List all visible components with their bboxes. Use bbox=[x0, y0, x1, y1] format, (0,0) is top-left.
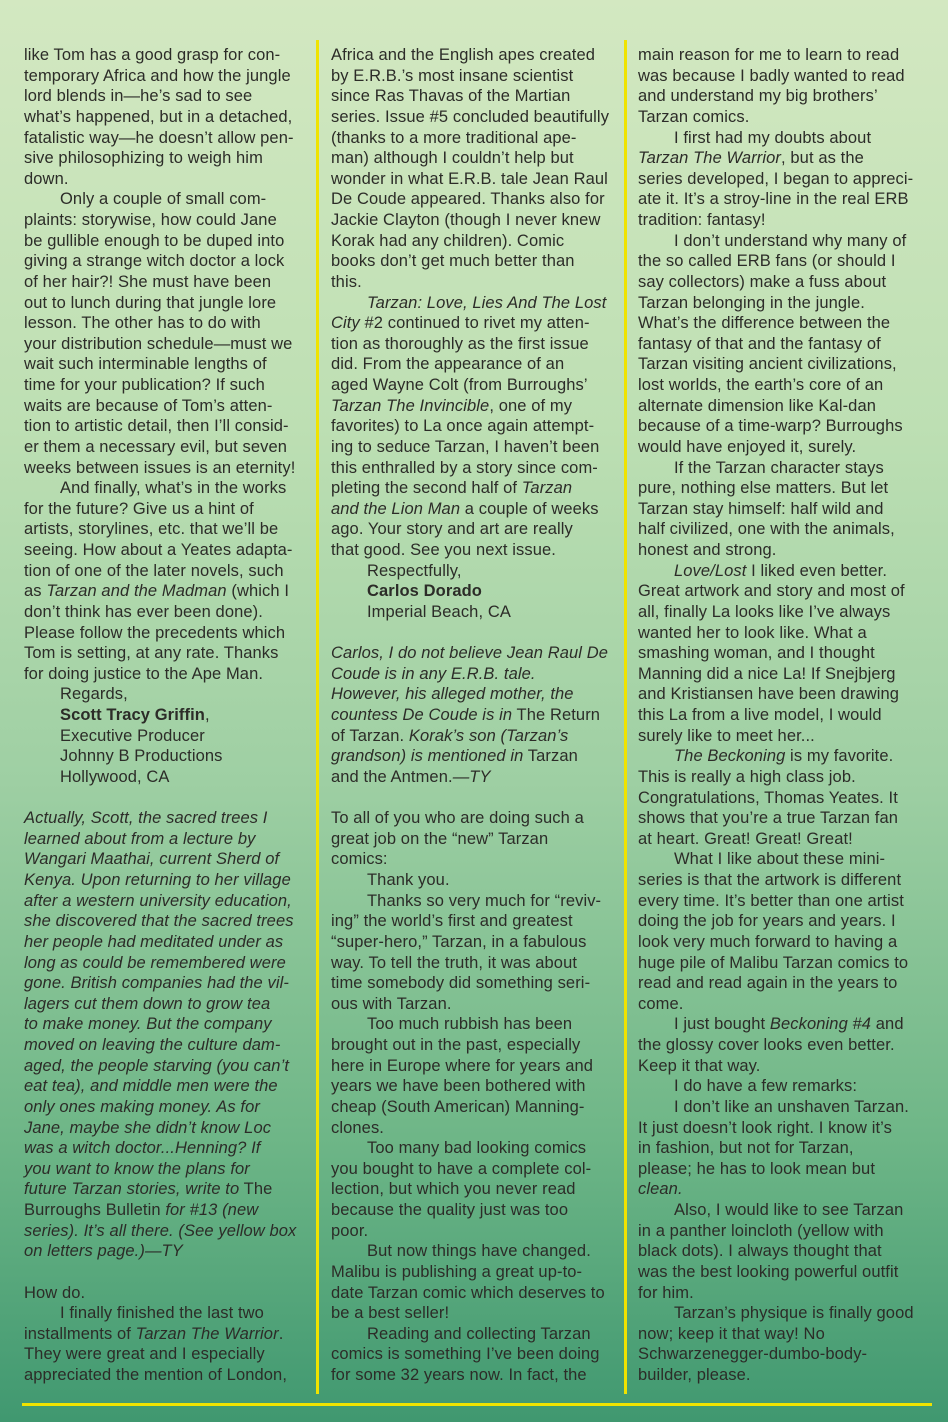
italic-text-line: gone. British companies had the vil- bbox=[24, 974, 289, 993]
blank-line bbox=[24, 1262, 314, 1283]
text-line: since Ras Thavas of the Martian bbox=[331, 87, 571, 106]
text-line: But now things have changed. bbox=[367, 1242, 591, 1261]
text-line: ago. Your story and art are really bbox=[331, 520, 573, 539]
italic-text: Love/Lost bbox=[674, 561, 747, 580]
text-line: lesson. The other has to do with bbox=[24, 314, 261, 333]
text-line: Reading and collecting Tarzan bbox=[367, 1324, 591, 1343]
text-line: I first had my doubts about bbox=[674, 128, 872, 147]
text-line: What I like about these mini- bbox=[674, 850, 886, 869]
text-line: clones. bbox=[331, 1118, 384, 1137]
bottom-rule bbox=[22, 1403, 932, 1406]
text-line: please; he has to look mean but bbox=[638, 1159, 876, 1178]
text-line: Please follow the precedents which bbox=[24, 623, 286, 642]
italic-text-line: Carlos, I do not believe Jean Raul De bbox=[331, 644, 609, 663]
text-line: way. To tell the truth, it was about bbox=[331, 953, 578, 972]
text-line: wait such interminable lengths of bbox=[24, 355, 267, 374]
text-line: Tarzan stay himself: half wild and bbox=[638, 499, 884, 518]
text-line: come. bbox=[638, 994, 684, 1013]
text-line: doing the job for years and years. I bbox=[638, 912, 896, 931]
text-segment: of Tarzan. bbox=[331, 726, 409, 745]
text-line: series. Issue #5 concluded beautifully bbox=[331, 107, 610, 126]
text-line: Jackie Clayton (though I never knew bbox=[331, 211, 601, 229]
text-line: did. From the appearance of an bbox=[331, 355, 565, 374]
italic-text-line: learned about from a lecture by bbox=[24, 829, 256, 848]
text-line: Malibu is publishing a great up-to- bbox=[331, 1262, 583, 1281]
text-line: your distribution schedule—must we bbox=[24, 334, 293, 353]
text-line: De Coude appeared. Thanks also for bbox=[331, 190, 605, 209]
text-line bbox=[24, 1324, 314, 1345]
blank-line bbox=[331, 623, 621, 644]
text-line: giving a strange witch doctor a lock bbox=[24, 252, 285, 271]
text-line: was the best looking powerful outfit bbox=[638, 1262, 899, 1281]
italic-text-line: Actually, Scott, the sacred trees I bbox=[24, 809, 268, 828]
text-line: Tarzan visiting ancient civilizations, bbox=[638, 355, 897, 374]
text-line: Executive Producer bbox=[60, 726, 205, 745]
text-line: Respectfully, bbox=[367, 561, 462, 580]
text-line: cheap (South American) Manning- bbox=[331, 1097, 585, 1116]
text-line: black dots). I always thought that bbox=[638, 1242, 882, 1261]
signer-name: Scott Tracy Griffin bbox=[60, 706, 205, 724]
blank-line bbox=[331, 788, 621, 809]
text-line: read and read again in the years to bbox=[638, 974, 898, 993]
text-line: smashing woman, and I thought bbox=[638, 644, 875, 663]
text-line: like Tom has a good grasp for con- bbox=[24, 46, 281, 64]
italic-text-line: to make money. But the company bbox=[24, 1015, 272, 1034]
text-segment: The Return bbox=[512, 706, 601, 724]
italic-text: future Tarzan stories, write to bbox=[24, 1180, 240, 1199]
text-line: all, finally La looks like I’ve always bbox=[638, 602, 891, 621]
italic-text-line: eat tea), and middle men were the bbox=[24, 1077, 278, 1096]
text-line: And finally, what’s in the works bbox=[60, 479, 287, 498]
italic-text: for #13 (new bbox=[160, 1201, 259, 1219]
text-line: the so called ERB fans (or should I bbox=[638, 252, 896, 271]
text-segment: Tarzan bbox=[523, 747, 578, 766]
text-line: say collectors) make a fuss about bbox=[638, 272, 887, 291]
text-line bbox=[638, 148, 928, 169]
text-line: for the future? Give us a hint of bbox=[24, 499, 254, 518]
italic-text-line: only ones making money. As for bbox=[24, 1097, 260, 1116]
text-line: poor. bbox=[331, 1221, 369, 1240]
text-line: and understand my big brothers’ bbox=[638, 87, 878, 106]
italic-text-line: on letters page.)—TY bbox=[24, 1242, 183, 1261]
text-line bbox=[24, 1179, 314, 1200]
text-line: you bought to have a complete col- bbox=[331, 1159, 592, 1178]
italic-text-line: clean. bbox=[638, 1180, 683, 1199]
text-line: ing” the world’s first and greatest bbox=[331, 912, 573, 931]
text-line: I don’t understand why many of bbox=[674, 231, 907, 250]
text-line: time for your publication? If such bbox=[24, 376, 265, 394]
text-line: Too much rubbish has been bbox=[367, 1015, 573, 1034]
text-line: Manning did a nice La! If Snejbjerg bbox=[638, 664, 896, 683]
text-segment: I just bought bbox=[674, 1015, 770, 1034]
italic-text: Tarzan The Warrior bbox=[135, 1324, 279, 1343]
text-segment: Burroughs Bulletin bbox=[24, 1201, 161, 1219]
text-line: now; keep it that way! No bbox=[638, 1324, 825, 1343]
text-line: Tarzan’s physique is finally good bbox=[674, 1304, 914, 1323]
italic-text-line: Kenya. Upon returning to her village bbox=[24, 871, 291, 889]
text-line bbox=[331, 767, 621, 788]
text-line: that good. See you next issue. bbox=[331, 541, 556, 559]
text-line: and Kristiansen have been drawing bbox=[638, 685, 900, 704]
text-segment: and the Antmen. bbox=[331, 767, 453, 786]
italic-text-line: lagers cut them down to grow tea bbox=[24, 994, 271, 1013]
text-line: artists, storylines, etc. that we’ll be bbox=[24, 520, 279, 539]
text-line: Schwarzenegger-dumbo-body- bbox=[638, 1345, 868, 1364]
text-segment: The bbox=[239, 1180, 273, 1199]
text-line: books don’t get much better than bbox=[331, 252, 575, 271]
text-line: in fashion, but not for Tarzan, bbox=[638, 1139, 854, 1158]
text-line bbox=[331, 478, 621, 499]
text-line: pure, nothing else matters. But let bbox=[638, 479, 889, 498]
text-line: Only a couple of small com- bbox=[60, 190, 267, 209]
text-line: Imperial Beach, CA bbox=[367, 602, 511, 621]
text-line bbox=[638, 746, 928, 767]
italic-text-line: was a witch doctor...Henning? If bbox=[24, 1139, 261, 1158]
text-line: Johnny B Productions bbox=[60, 747, 223, 766]
blank-line bbox=[24, 788, 314, 809]
text-line: man) although I couldn’t help but bbox=[331, 149, 574, 168]
text-line: down. bbox=[24, 169, 69, 188]
text-line: fatalistic way—he doesn’t allow pen- bbox=[24, 128, 294, 147]
text-line bbox=[638, 1014, 928, 1035]
text-line: Keep it that way. bbox=[638, 1056, 761, 1075]
text-line: appreciated the mention of London, bbox=[24, 1366, 288, 1384]
text-line: Great artwork and story and most of bbox=[638, 582, 905, 601]
text-line: comics: bbox=[331, 850, 388, 869]
text-line: If the Tarzan character stays bbox=[674, 458, 884, 477]
text-line: years we have been bothered with bbox=[331, 1077, 586, 1096]
column-rule-1 bbox=[316, 40, 319, 1394]
italic-text: and the Lion Man bbox=[331, 499, 461, 518]
text-line: (thanks to a more traditional ape- bbox=[331, 128, 577, 147]
text-segment: , but as the bbox=[781, 149, 864, 168]
text-line: I finally finished the last two bbox=[60, 1304, 264, 1323]
italic-text: Korak’s son (Tarzan’s bbox=[408, 726, 569, 745]
text-line bbox=[331, 313, 621, 334]
text-line bbox=[24, 705, 314, 726]
text-line: They were great and I especially bbox=[24, 1345, 265, 1364]
text-line: here in Europe where for years and bbox=[331, 1056, 594, 1075]
text-line: Also, I would like to see Tarzan bbox=[674, 1201, 904, 1219]
text-line: fantasy of that and the fantasy of bbox=[638, 334, 881, 353]
text-line: out to lunch during that jungle lore bbox=[24, 293, 277, 312]
text-line: for him. bbox=[638, 1283, 694, 1302]
text-line: What’s the difference between the bbox=[638, 314, 891, 333]
italic-text-line: Wangari Maathai, current Sherd of bbox=[24, 850, 280, 869]
italic-text-line: series). It’s all there. (See yellow box bbox=[24, 1221, 297, 1240]
text-line: er them a necessary evil, but seven bbox=[24, 437, 288, 456]
text-line: ate it. It’s a stroy-line in the real ERB bbox=[638, 190, 909, 209]
text-line: tion of one of the later novels, such bbox=[24, 561, 284, 580]
text-line: Regards, bbox=[60, 685, 128, 704]
text-line: this La from a live model, I would bbox=[638, 706, 882, 724]
text-segment: pleting the second half of bbox=[331, 479, 522, 498]
italic-text-line: moved on leaving the culture dam- bbox=[24, 1036, 281, 1054]
italic-text: grandson) is mentioned in bbox=[331, 747, 524, 766]
text-segment: (which I bbox=[226, 582, 290, 601]
text-line: waits are because of Tom’s atten- bbox=[24, 396, 273, 415]
text-line: what’s happened, but in a detached, bbox=[24, 107, 293, 126]
text-segment: #2 continued to rivet my atten- bbox=[359, 314, 590, 333]
text-line: Tom is setting, at any rate. Thanks bbox=[24, 644, 279, 663]
text-line: ous with Tarzan. bbox=[331, 994, 452, 1013]
text-line: of her hair?! She must have been bbox=[24, 272, 272, 291]
text-line: look very much forward to having a bbox=[638, 932, 898, 951]
text-line: plaints: storywise, how could Jane bbox=[24, 211, 277, 229]
text-line: Congratulations, Thomas Yeates. It bbox=[638, 788, 898, 807]
italic-text: City bbox=[331, 314, 360, 333]
text-line bbox=[331, 499, 621, 520]
text-line: Tarzan comics. bbox=[638, 107, 750, 126]
text-line: Africa and the English apes created bbox=[331, 46, 595, 64]
text-line: great job on the “new” Tarzan bbox=[331, 829, 549, 848]
italic-text: —TY bbox=[452, 767, 491, 786]
text-segment: I liked even better. bbox=[746, 561, 888, 580]
text-line: for some 32 years now. In fact, the bbox=[331, 1366, 587, 1384]
italic-text-line: However, his alleged mother, the bbox=[331, 685, 574, 704]
text-line bbox=[638, 561, 928, 582]
text-line: alternate dimension like Kal-dan bbox=[638, 396, 877, 415]
italic-text-line: Coude is in any E.R.B. tale. bbox=[331, 664, 536, 683]
text-segment: is my favorite. bbox=[785, 747, 894, 766]
text-line: lection, but which you never read bbox=[331, 1180, 576, 1199]
text-line: for doing justice to the Ape Man. bbox=[24, 664, 264, 683]
text-line: tradition: fantasy! bbox=[638, 211, 766, 229]
text-line: because the quality just was too bbox=[331, 1201, 569, 1219]
text-line: by E.R.B.’s most insane scientist bbox=[331, 66, 574, 85]
italic-text-line: long as could be remembered were bbox=[24, 953, 286, 972]
text-line: Thanks so very much for “reviv- bbox=[367, 891, 602, 910]
italic-text: The Beckoning bbox=[674, 747, 786, 766]
text-line bbox=[24, 581, 314, 602]
text-line: time somebody did something seri- bbox=[331, 974, 591, 993]
text-line: temporary Africa and how the jungle bbox=[24, 66, 291, 85]
text-line: brought out in the past, especially bbox=[331, 1036, 581, 1054]
text-line: weeks between issues is an eternity! bbox=[24, 458, 296, 477]
italic-text-line: her people had meditated under as bbox=[24, 932, 284, 951]
italic-text-line: you want to know the plans for bbox=[24, 1159, 250, 1178]
text-line: lost worlds, the earth’s core of an bbox=[638, 376, 884, 394]
text-line: How do. bbox=[24, 1283, 86, 1302]
text-line: be a best seller! bbox=[331, 1304, 450, 1323]
text-line: was because I badly wanted to read bbox=[638, 66, 905, 85]
text-line: seeing. How about a Yeates adapta- bbox=[24, 541, 293, 559]
text-segment: , bbox=[204, 706, 210, 724]
italic-text: Tarzan The Warrior bbox=[638, 149, 782, 168]
text-line: this enthralled by a story since com- bbox=[331, 458, 598, 477]
text-line: series is that the artwork is different bbox=[638, 871, 902, 889]
text-line bbox=[24, 1200, 314, 1221]
letters-column-3 bbox=[638, 45, 928, 1386]
text-segment: and bbox=[871, 1015, 904, 1034]
italic-text: Tarzan and the Madman bbox=[46, 582, 227, 601]
text-line: builder, please. bbox=[638, 1366, 751, 1384]
letters-column-2 bbox=[331, 45, 621, 1386]
text-segment: installments of bbox=[24, 1324, 136, 1343]
column-rule-2 bbox=[624, 40, 627, 1394]
text-line: because of a time-warp? Burroughs bbox=[638, 417, 903, 436]
text-line bbox=[331, 705, 621, 726]
signer-name-line: Carlos Dorado bbox=[367, 582, 482, 601]
text-line: main reason for me to learn to read bbox=[638, 46, 900, 64]
text-line: “super-hero,” Tarzan, in a fabulous bbox=[331, 932, 587, 951]
text-segment: , one of my bbox=[489, 396, 573, 415]
text-line: honest and strong. bbox=[638, 541, 777, 559]
text-line: would have enjoyed it, surely. bbox=[638, 437, 857, 456]
text-line: in a panther loincloth (yellow with bbox=[638, 1221, 884, 1240]
text-line: Hollywood, CA bbox=[60, 767, 170, 786]
text-line: tion to artistic detail, then I’ll consid- bbox=[24, 417, 289, 436]
text-line bbox=[331, 746, 621, 767]
text-line: this. bbox=[331, 272, 362, 291]
text-line: favorites) to La once again attempt- bbox=[331, 417, 595, 436]
text-line: aged Wayne Colt (from Burroughs’ bbox=[331, 376, 588, 394]
text-segment: as bbox=[24, 582, 47, 601]
text-line: wonder in what E.R.B. tale Jean Raul bbox=[331, 169, 608, 188]
text-line: Tarzan belonging in the jungle. bbox=[638, 293, 865, 312]
italic-text-line: aged, the people starving (you can’t bbox=[24, 1056, 290, 1075]
text-line bbox=[331, 396, 621, 417]
text-line: series developed, I began to appreci- bbox=[638, 169, 914, 188]
text-line: huge pile of Malibu Tarzan comics to bbox=[638, 953, 909, 972]
text-line: tion as thoroughly as the first issue bbox=[331, 334, 589, 353]
text-line: date Tarzan comic which deserves to bbox=[331, 1283, 605, 1302]
text-line: Korak had any children). Comic bbox=[331, 231, 565, 250]
text-line: lord blends in—he’s sad to see bbox=[24, 87, 253, 106]
italic-text-line: Tarzan: Love, Lies And The Lost bbox=[367, 293, 607, 312]
letters-column-1 bbox=[24, 45, 314, 1386]
text-line: It just doesn’t look right. I know it’s bbox=[638, 1118, 892, 1137]
text-line: shows that you’re a true Tarzan fan bbox=[638, 809, 899, 828]
text-line: I do have a few remarks: bbox=[674, 1077, 858, 1096]
text-line: be gullible enough to be duped into bbox=[24, 231, 285, 250]
italic-text-line: she discovered that the sacred trees bbox=[24, 912, 294, 931]
text-line: the glossy cover looks even better. bbox=[638, 1036, 895, 1054]
italic-text-line: Jane, maybe she didn’t know Loc bbox=[24, 1118, 272, 1137]
text-segment: . bbox=[278, 1324, 284, 1343]
italic-text: Beckoning #4 bbox=[769, 1015, 872, 1034]
italic-text: countess De Coude is in bbox=[331, 706, 513, 724]
text-line: ing to seduce Tarzan, I haven’t been bbox=[331, 437, 600, 456]
italic-text: Tarzan bbox=[521, 479, 573, 498]
text-line: Thank you. bbox=[367, 871, 450, 889]
text-line: every time. It’s better than one artist bbox=[638, 891, 904, 910]
text-line: I don’t like an unshaven Tarzan. bbox=[674, 1097, 909, 1116]
text-line: sive philosophizing to weigh him bbox=[24, 149, 263, 168]
text-line: This is really a high class job. bbox=[638, 767, 856, 786]
text-line: surely like to meet her... bbox=[638, 726, 815, 745]
italic-text-line: after a western university education, bbox=[24, 891, 292, 910]
text-line: wanted her to look like. What a bbox=[638, 623, 867, 642]
text-line: at heart. Great! Great! Great! bbox=[638, 829, 853, 848]
text-line: don’t think has ever been done). bbox=[24, 602, 263, 621]
text-line bbox=[331, 726, 621, 747]
text-line: To all of you who are doing such a bbox=[331, 809, 584, 828]
italic-text: Tarzan The Invincible bbox=[331, 396, 490, 415]
text-line: half civilized, one with the animals, bbox=[638, 520, 895, 539]
text-segment: a couple of weeks bbox=[460, 499, 599, 518]
text-line: Too many bad looking comics bbox=[367, 1139, 587, 1158]
text-line: comics is something I’ve been doing bbox=[331, 1345, 600, 1364]
